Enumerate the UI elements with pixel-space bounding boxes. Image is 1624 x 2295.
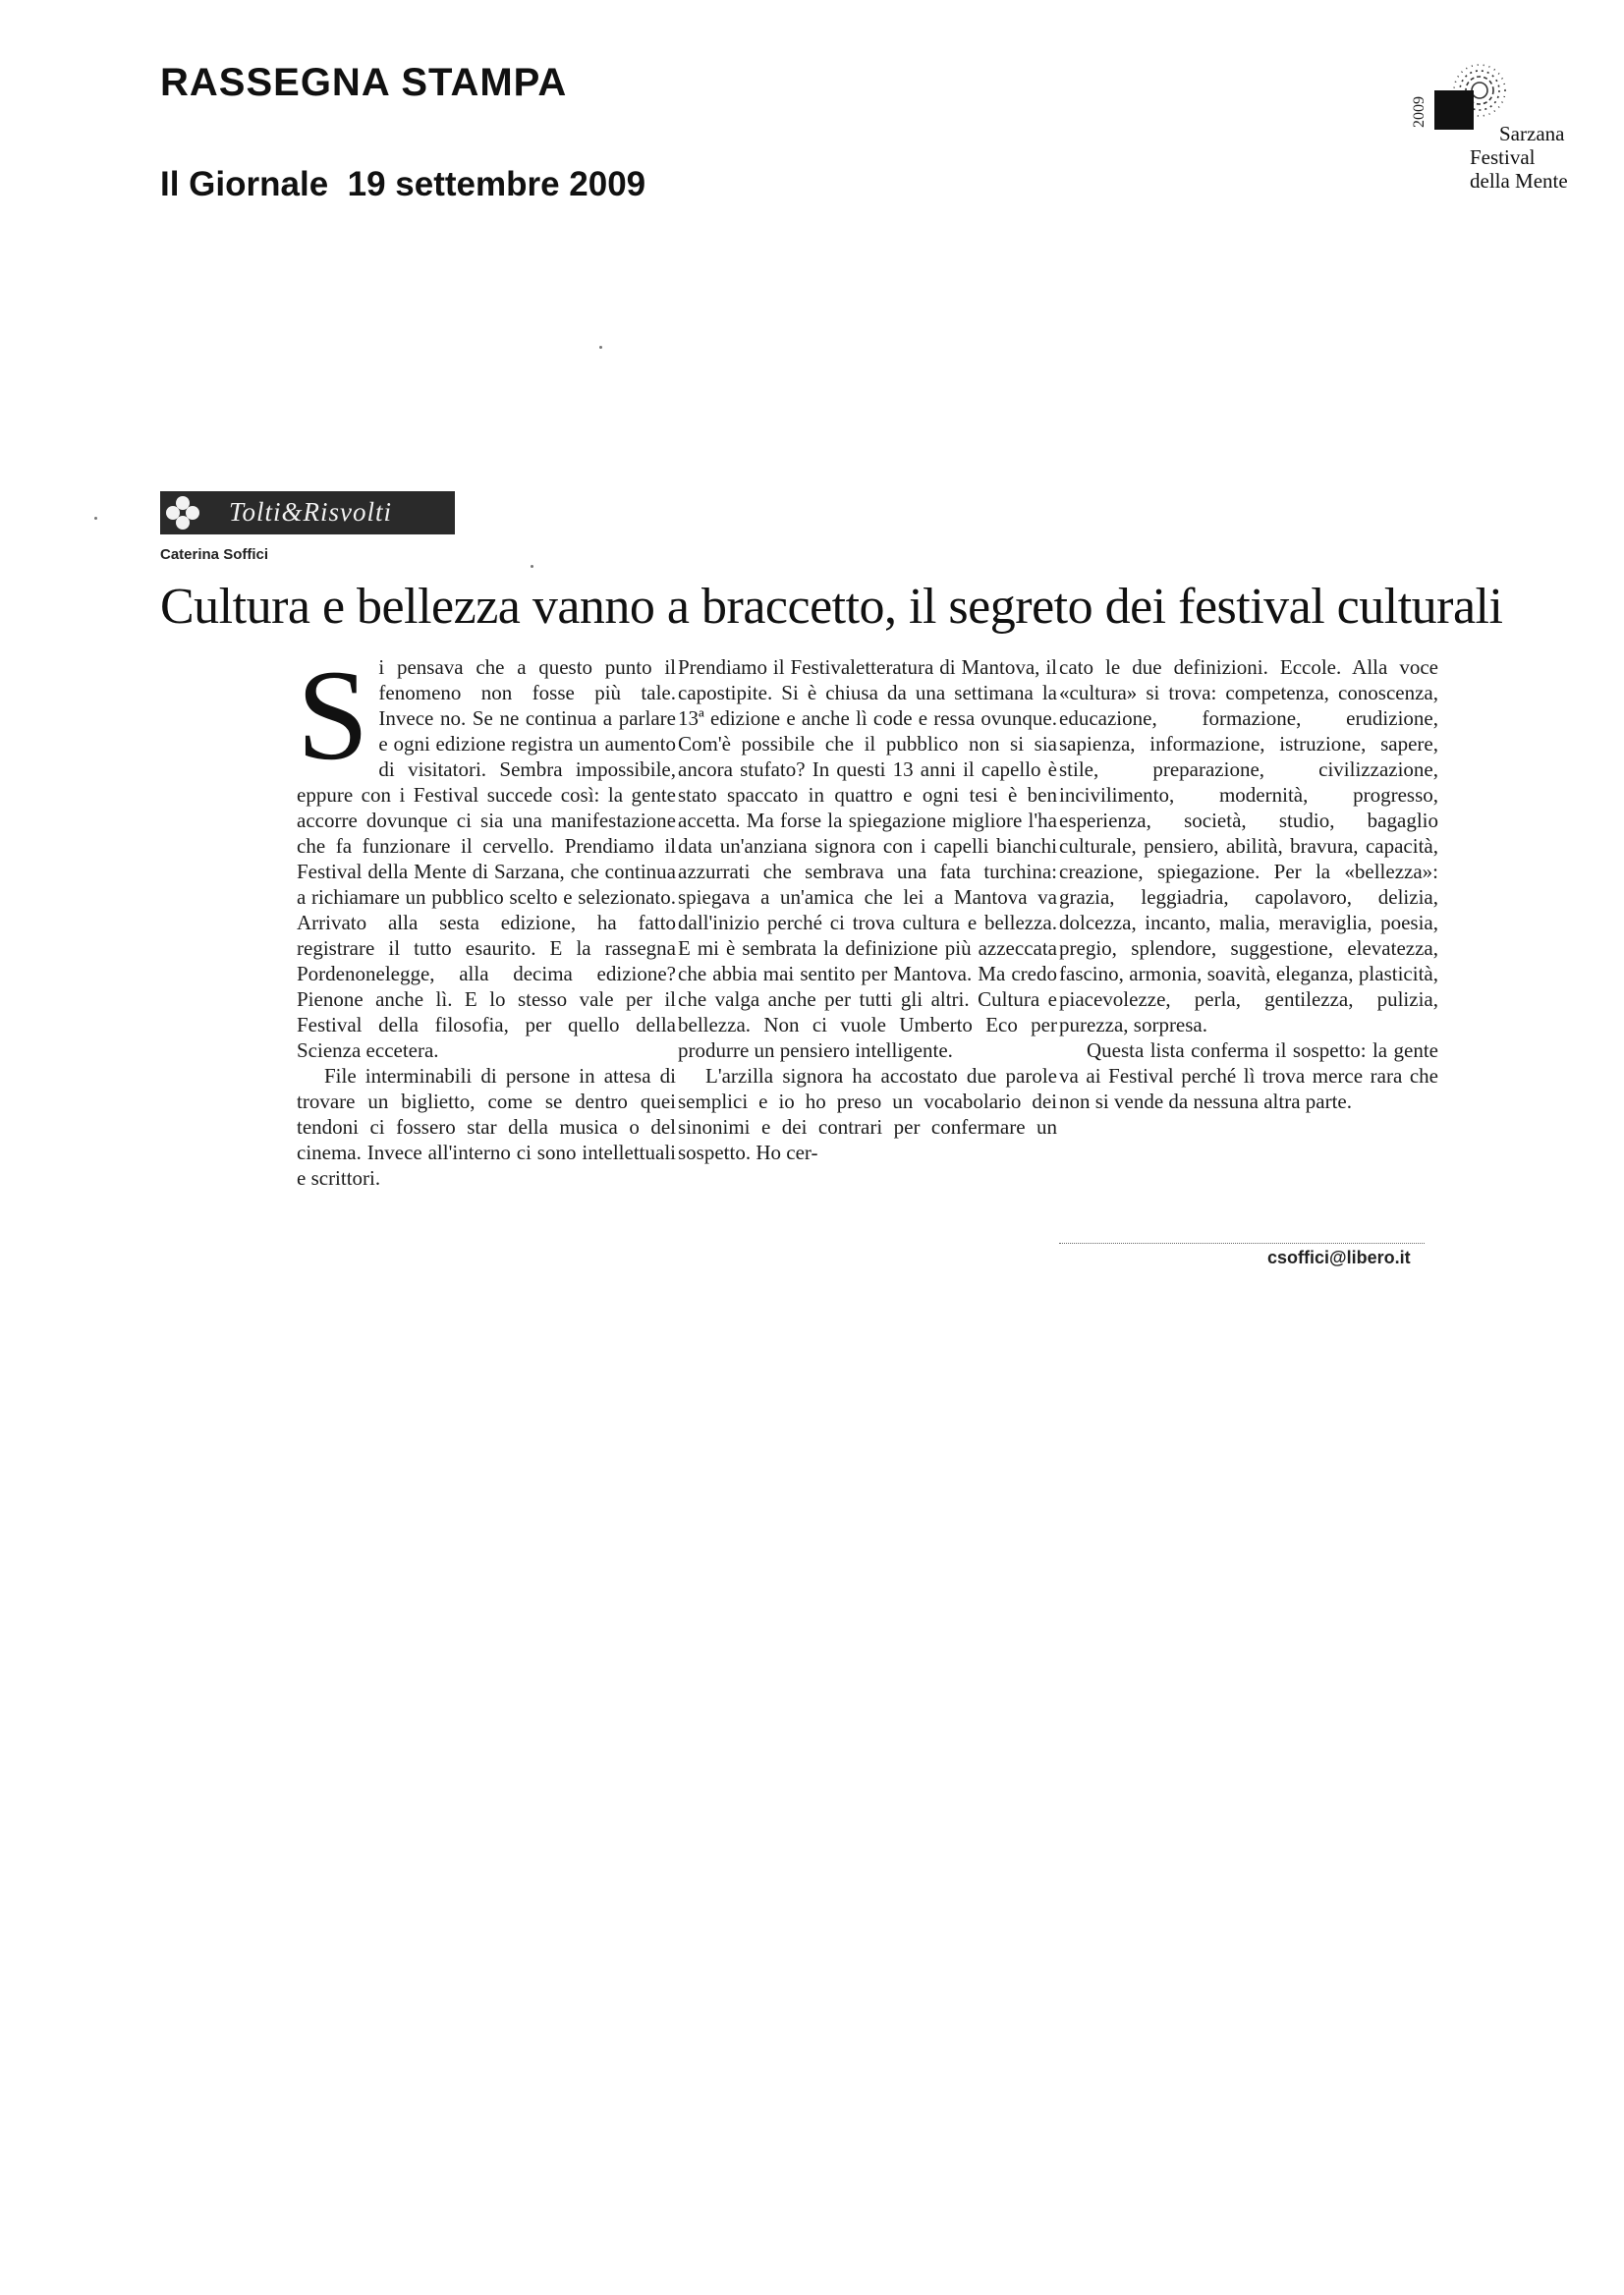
press-review-title: RASSEGNA STAMPA — [160, 61, 568, 104]
paragraph: Prendiamo il Festivaletteratura di Mantova, il capostipite. Si è chiusa da una settimana la 13ª edizione e anche lì code e ressa ovunque. Com'è possibile che il pubblico non si sia ancora stufato? In questi 13 anni il capello è stato spaccato in quattro e ogni tesi è ben accetta. Ma forse la spiegazione migliore l'ha data un'anziana signora con i capelli bianchi azzurrati che sembrava una fata turchina: spiegava a un'amica che lei a Mantova va dall'inizio perché ci trova cultura e bellezza. E mi è sembrata la definizione più azzeccata che abbia mai sentito per Mantova. Ma credo che valga anche per tutti gli altri. Cultura e bellezza. Non ci vuole Umberto Eco per produrre un pensiero intelligente. — [678, 655, 1057, 1062]
drop-cap: S — [297, 643, 369, 787]
logo-line-della-mente: della Mente — [1470, 169, 1568, 193]
author-byline: Caterina Soffici — [160, 546, 269, 563]
article-column-2 — [678, 654, 1057, 1165]
scan-speck — [531, 565, 533, 568]
article-column-3 — [1059, 654, 1438, 1114]
logo-line-sarzana: Sarzana — [1499, 122, 1565, 145]
column-rubric — [160, 491, 455, 534]
rubric-label: Tolti&Risvolti — [229, 497, 393, 527]
flower-icon — [164, 495, 201, 531]
closing-rule — [1059, 1243, 1425, 1244]
paragraph: File interminabili di persone in attesa di trovare un biglietto, come se dentro quei tendoni ci fossero star della musica o del cinema. Invece all'interno ci sono intellettuali e scrittori. — [297, 1064, 676, 1190]
paragraph: i pensava che a questo punto il fenomeno non fosse più tale. Invece no. Se ne continua a parlare e ogni edizione registra un aumento di visitatori. Sembra impossibile, eppure con i Festival succede così: la gente accorre dovunque ci sia una manifestazione che fa funzionare il cervello. Prendiamo il Festival della Mente di Sarzana, che continua a richiamare un pubblico scelto e selezionato. Arrivato alla sesta edizione, ha fatto registrare il tutto esaurito. E la rassegna Pordenonelegge, alla decima edizione? Pienone anche lì. E lo stesso vale per il Festival della filosofia, per quello della Scienza eccetera. — [297, 655, 676, 1062]
paragraph: L'arzilla signora ha accostato due parole semplici e io ho preso un vocabolario dei sinonimi e dei contrari per confermare un sospetto. Ho cer- — [678, 1064, 1057, 1164]
festival-logo — [1411, 57, 1578, 195]
source-and-date: Il Giornale 19 settembre 2009 — [160, 165, 646, 203]
author-email: csoffici@libero.it — [1267, 1248, 1411, 1267]
scan-speck — [599, 346, 602, 349]
article-column-1 — [297, 643, 676, 1191]
logo-year: 2009 — [1411, 96, 1428, 128]
scan-speck — [94, 517, 97, 520]
logo-line-festival: Festival — [1470, 145, 1536, 169]
paragraph: Questa lista conferma il sospetto: la gente va ai Festival perché lì trova merce rara che non si vende da nessuna altra parte. — [1059, 1038, 1438, 1113]
article-headline: Cultura e bellezza vanno a braccetto, il segreto dei festival culturali — [160, 579, 1503, 635]
paragraph: cato le due definizioni. Eccole. Alla voce «cultura» si trova: competenza, conoscenza, educazione, formazione, erudizione, sapienza, informazione, istruzione, sapere, stile, preparazione, civilizzazione, incivilimento, modernità, progresso, esperienza, società, studio, bagaglio culturale, pensiero, abilità, bravura, capacità, creazione, spiegazione. Per la «bellezza»: grazia, leggiadria, capolavoro, delizia, dolcezza, incanto, malia, meraviglia, poesia, pregio, splendore, suggestione, elevatezza, fascino, armonia, soavità, eleganza, plasticità, piacevolezze, perla, gentilezza, pulizia, purezza, sorpresa. — [1059, 655, 1438, 1036]
